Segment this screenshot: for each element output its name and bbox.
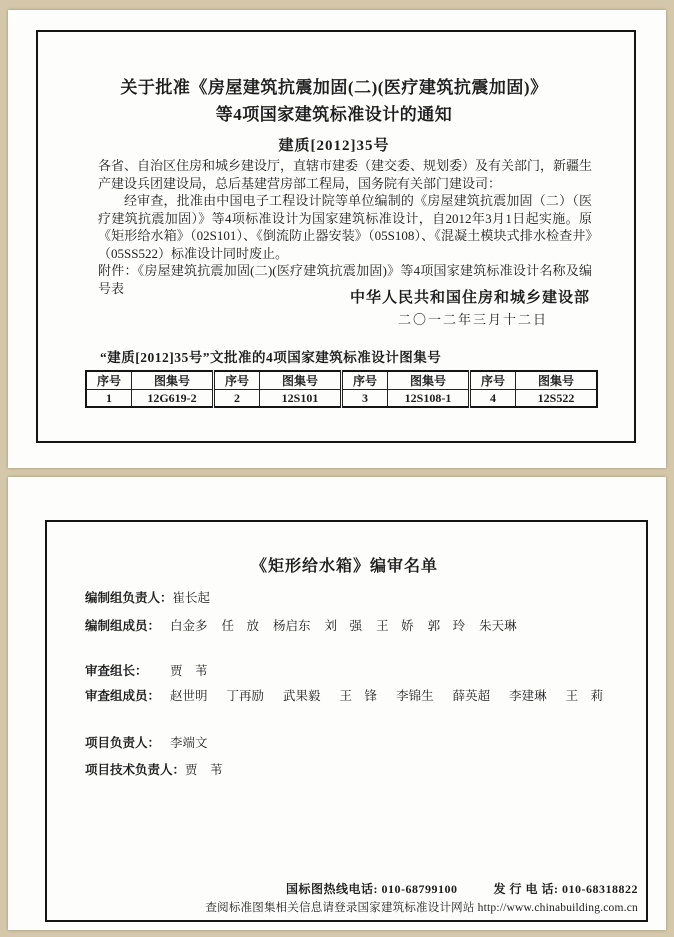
role-names [170,661,208,679]
role-label: 审查组成员： [85,689,161,703]
role-names [185,760,223,778]
cell-code: 12S101 [260,390,342,408]
header-seq: 序号 [86,371,132,390]
person-name: 王 娇 [376,619,414,633]
person-name: 丁再励 [226,689,265,703]
notice-title-line2: 等4项国家建筑标准设计的通知 [215,105,453,124]
notice-page [8,10,666,468]
person-name: 王 莉 [565,689,604,703]
body-paragraph-addressees: 各省、自治区住房和城乡建设厅，直辖市建委（建交委、规划委）及有关部门，新疆生产建设兵团建设局，总后基建营房部工程局，国务院有关部门建设司： [98,158,593,191]
person-name: 薛英超 [452,689,491,703]
atlas-number-table [85,370,598,408]
cell-seq: 3 [342,390,388,408]
person-name: 崔长起 [172,591,211,605]
person-name: 李建琳 [509,689,547,703]
person-name: 贾 苇 [185,763,223,777]
header-seq: 序号 [470,371,516,390]
notice-title [36,74,632,128]
notice-body [98,157,592,297]
role-label: 项目负责人： [85,736,161,750]
header-seq: 序号 [342,371,388,390]
roster-row-review-lead [85,661,208,679]
cell-seq: 4 [470,390,516,408]
roster-title: 《矩形给水箱》编审名单 [250,558,438,575]
roster-row-review-members [85,686,603,704]
cell-code: 12S522 [516,390,598,408]
person-name: 白金多 [170,619,208,633]
footer-hotline: 国标图热线电话: 010-68799100 [286,882,458,896]
issue-date: 二〇一二年三月十二日 [397,312,548,327]
roster-page [8,477,666,930]
person-name: 王 锋 [339,689,378,703]
role-label: 项目技术负责人： [85,763,186,777]
roster-row-compile-members [85,616,517,634]
table-header-row [86,371,597,390]
person-name: 赵世明 [170,689,208,703]
attachment-line: 附件：《房屋建筑抗震加固(二)(医疗建筑抗震加固)》等4项国家建筑标准设计名称及编号表 [98,263,592,296]
role-label: 编制组负责人： [85,591,173,605]
person-name: 李端文 [170,736,208,750]
roster-row-project-lead [85,733,208,751]
role-label: 审查组长： [85,664,148,678]
person-name: 杨启东 [273,619,311,633]
person-name: 任 放 [221,619,260,633]
document-number: 建质[2012]35号 [278,138,390,154]
issuer-signature: 中华人民共和国住房和城乡建设部 [349,290,590,306]
header-code: 图集号 [388,371,470,390]
page-border-frame [45,520,648,922]
role-names [170,616,517,634]
body-paragraph-approval: 经审查，批准由中国电子工程设计院等单位编制的《房屋建筑抗震加固（二）（医疗建筑抗震加固）》等4项标准设计为国家建筑标准设计，自2012年3月1日起实施。原《矩形给水箱》（02S101）、《倒流防止器安装》（05S108）、《混凝土模块式排水检查井》（05SS522）标准设计同时废止。 [98,193,592,261]
role-names [170,733,208,751]
cell-seq: 1 [86,390,132,408]
role-label: 编制组成员： [85,619,161,633]
person-name: 刘 强 [324,619,363,633]
table-data-row [86,390,597,408]
cell-code: 12G619-2 [132,390,214,408]
role-names [173,588,211,606]
person-name: 朱天琳 [479,619,517,633]
header-code: 图集号 [260,371,342,390]
role-names [170,686,603,704]
cell-seq: 2 [214,390,260,408]
cell-code: 12S108-1 [388,390,470,408]
roster-row-project-tech-lead [85,760,223,778]
person-name: 李锦生 [396,689,434,703]
person-name: 武果毅 [283,689,321,703]
footer-sales-phone: 发 行 电 话: 010-68318822 [493,882,638,896]
person-name: 郭 玲 [427,619,466,633]
footer-website: 查阅标准图集相关信息请登录国家建筑标准设计网站 http://www.chinabuilding.com.cn [205,902,638,914]
header-code: 图集号 [132,371,214,390]
atlas-table-caption: “建质[2012]35号”文批准的4项国家建筑标准设计图集号 [100,350,442,365]
header-code: 图集号 [516,371,598,390]
header-seq: 序号 [214,371,260,390]
footer-phones [286,880,638,897]
notice-title-line1: 关于批准《房屋建筑抗震加固(二)(医疗建筑抗震加固)》 [120,78,548,97]
roster-row-compile-lead [85,588,210,606]
person-name: 贾 苇 [170,664,208,678]
